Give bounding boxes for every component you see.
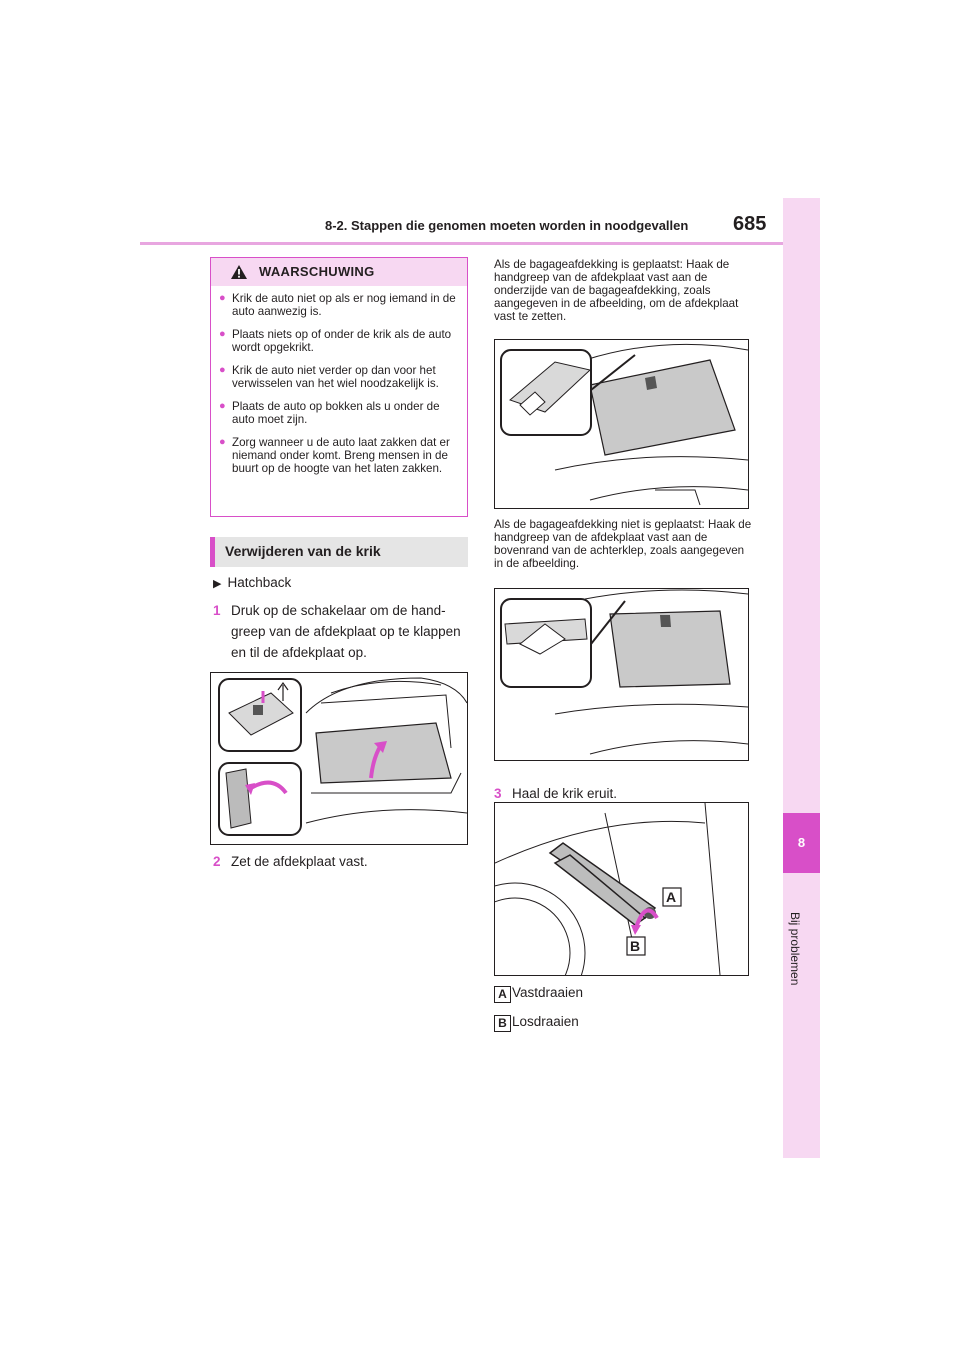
- bullet-icon: ●: [219, 328, 226, 340]
- legend-item-b: [494, 1014, 762, 1036]
- warning-item: [219, 328, 463, 354]
- figure-jack: [494, 802, 749, 976]
- bullet-icon: ●: [219, 292, 226, 304]
- illustration-open-board: [211, 673, 467, 844]
- figure-open-deck-board: [210, 672, 468, 845]
- chapter-number: 8: [797, 835, 806, 850]
- illustration-board-hooked-to-cover: [495, 340, 748, 508]
- illustration-board-hooked-to-tailgate: [495, 589, 748, 760]
- warning-text: Zorg wanneer u de auto laat zakken dat er niemand onder komt. Breng mensen in de buurt op de hoogte van het laten zakken.: [232, 436, 450, 475]
- paragraph-cover-installed: Als de bagageafdekking is geplaatst: Haak de handgreep van de afdekplaat vast aan de onderzijde van de bagageafdekking, zoals aangegeven in de afbeelding, om de afdekplaat vast te zetten.: [494, 258, 739, 323]
- bullet-icon: ●: [219, 436, 226, 448]
- legend-label: Vastdraaien: [512, 985, 584, 1000]
- triangle-bullet-icon: ▶: [213, 578, 222, 590]
- step-1: [213, 600, 468, 663]
- chapter-label: Bij problemen: [788, 912, 802, 986]
- warning-item: [219, 292, 463, 318]
- section-heading-text: Verwijderen van de krik: [225, 543, 381, 559]
- warning-box: [210, 257, 468, 517]
- warning-text: Krik de auto niet verder op dan voor het verwisselen van het wiel noodzakelijk is.: [232, 364, 439, 390]
- warning-title: WAARSCHUWING: [259, 264, 375, 279]
- subheading: [213, 575, 291, 590]
- illustration-jack-in-well: [495, 803, 748, 975]
- warning-item: [219, 364, 463, 390]
- legend-label: Losdraaien: [512, 1014, 579, 1029]
- section-heading: [210, 537, 468, 567]
- warning-text: Plaats niets op of onder de krik als de auto wordt opgekrikt.: [232, 328, 452, 354]
- step-3: [494, 783, 754, 804]
- bullet-icon: ●: [219, 364, 226, 376]
- warning-text: Krik de auto niet op als er nog iemand in de auto aanwezig is.: [232, 292, 456, 318]
- bullet-icon: ●: [219, 400, 226, 412]
- step-2: [213, 851, 468, 872]
- legend-key: A: [494, 986, 511, 1003]
- section-title: 8-2. Stappen die genomen moeten worden in noodgevallen: [325, 218, 689, 233]
- header-rule: [140, 242, 785, 245]
- step-number: 3: [494, 786, 502, 801]
- warning-text: Plaats de auto op bokken als u onder de auto moet zijn.: [232, 400, 440, 426]
- warning-header: [211, 258, 467, 286]
- legend-key: B: [494, 1015, 511, 1032]
- warning-list: [219, 292, 463, 485]
- step-number: 1: [213, 603, 221, 618]
- step-text: Haal de krik eruit.: [512, 786, 618, 801]
- label-b: B: [630, 938, 641, 954]
- warning-triangle-icon: [230, 264, 248, 280]
- page-number: 685: [733, 213, 767, 235]
- step-text: Zet de afdekplaat vast.: [231, 854, 368, 869]
- warning-item: [219, 400, 463, 426]
- chapter-tab: [783, 198, 820, 1158]
- figure-cover-not-installed: [494, 588, 749, 761]
- step-number: 2: [213, 854, 221, 869]
- label-a: A: [666, 889, 677, 905]
- figure-cover-installed: [494, 339, 749, 509]
- paragraph-cover-not-installed: Als de bagageafdekking niet is geplaatst: Haak de handgreep van de afdekplaat vast aan de bovenrand van de achterklep, zoals aangegeven in de afbeelding.: [494, 518, 752, 570]
- step-text: Druk op de schakelaar om de handgreep van de afdekplaat op te klappen en til de afdekplaat op.: [231, 603, 461, 660]
- subheading-text: Hatchback: [227, 575, 292, 590]
- warning-item: [219, 436, 463, 475]
- legend-item-a: [494, 985, 762, 1007]
